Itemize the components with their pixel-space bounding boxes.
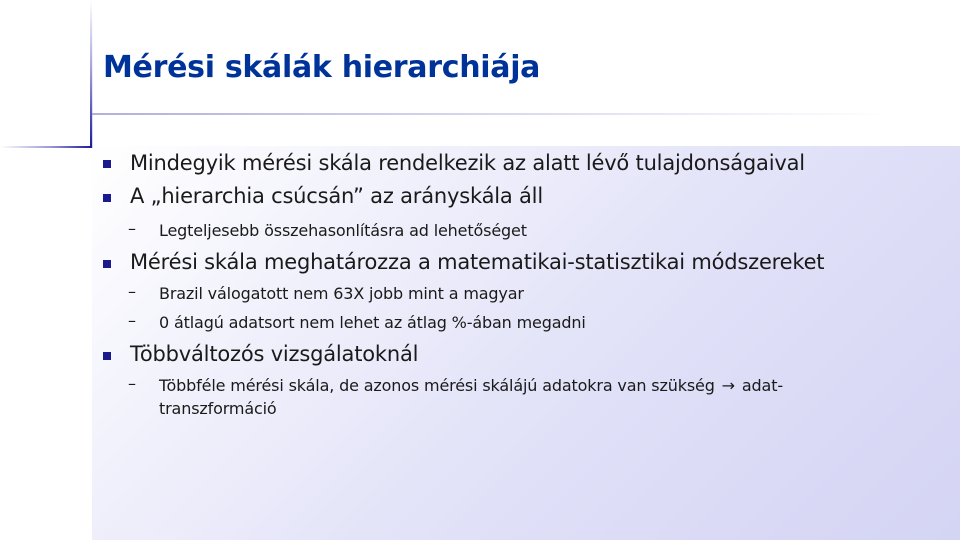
dash-bullet: –: [128, 311, 136, 330]
square-bullet-icon: [103, 352, 111, 360]
square-bullet-icon: [103, 160, 111, 168]
slide-title: Mérési skálák hierarchiája: [103, 50, 541, 85]
sub-bullet-text: [159, 374, 783, 420]
decorative-vertical-line-faint: [92, 10, 93, 148]
dash-bullet: –: [128, 219, 136, 238]
bullet-text: Mindegyik mérési skála rendelkezik az alatt lévő tulajdonságaival: [130, 151, 805, 175]
sub-bullet-text-part: Többféle mérési skála, de azonos mérési skálájú adatokra van szükség: [159, 376, 715, 395]
bullet-text: Többváltozós vizsgálatoknál: [130, 342, 419, 366]
decorative-vertical-line: [90, 0, 92, 148]
square-bullet-icon: [103, 260, 111, 268]
sub-bullet-text: Legteljesebb összehasonlításra ad lehetőséget: [159, 221, 527, 240]
bullet-text: A „hierarchia csúcsán” az arányskála áll: [130, 184, 543, 208]
title-underline-rule: [92, 113, 892, 115]
sub-bullet-text: 0 átlagú adatsort nem lehet az átlag %-ában megadni: [159, 313, 586, 332]
sub-bullet-text: Brazil válogatott nem 63X jobb mint a magyar: [159, 284, 524, 303]
dash-bullet: –: [128, 282, 136, 301]
sub-bullet-text-continuation: transzformáció: [159, 399, 277, 418]
dash-bullet: –: [128, 374, 136, 393]
decorative-horizontal-line: [0, 146, 92, 148]
bullet-text: Mérési skála meghatározza a matematikai-statisztikai módszereket: [130, 250, 825, 274]
square-bullet-icon: [103, 194, 111, 202]
right-arrow-icon: →: [721, 376, 735, 395]
sub-bullet-text-part: adat-: [741, 376, 783, 395]
